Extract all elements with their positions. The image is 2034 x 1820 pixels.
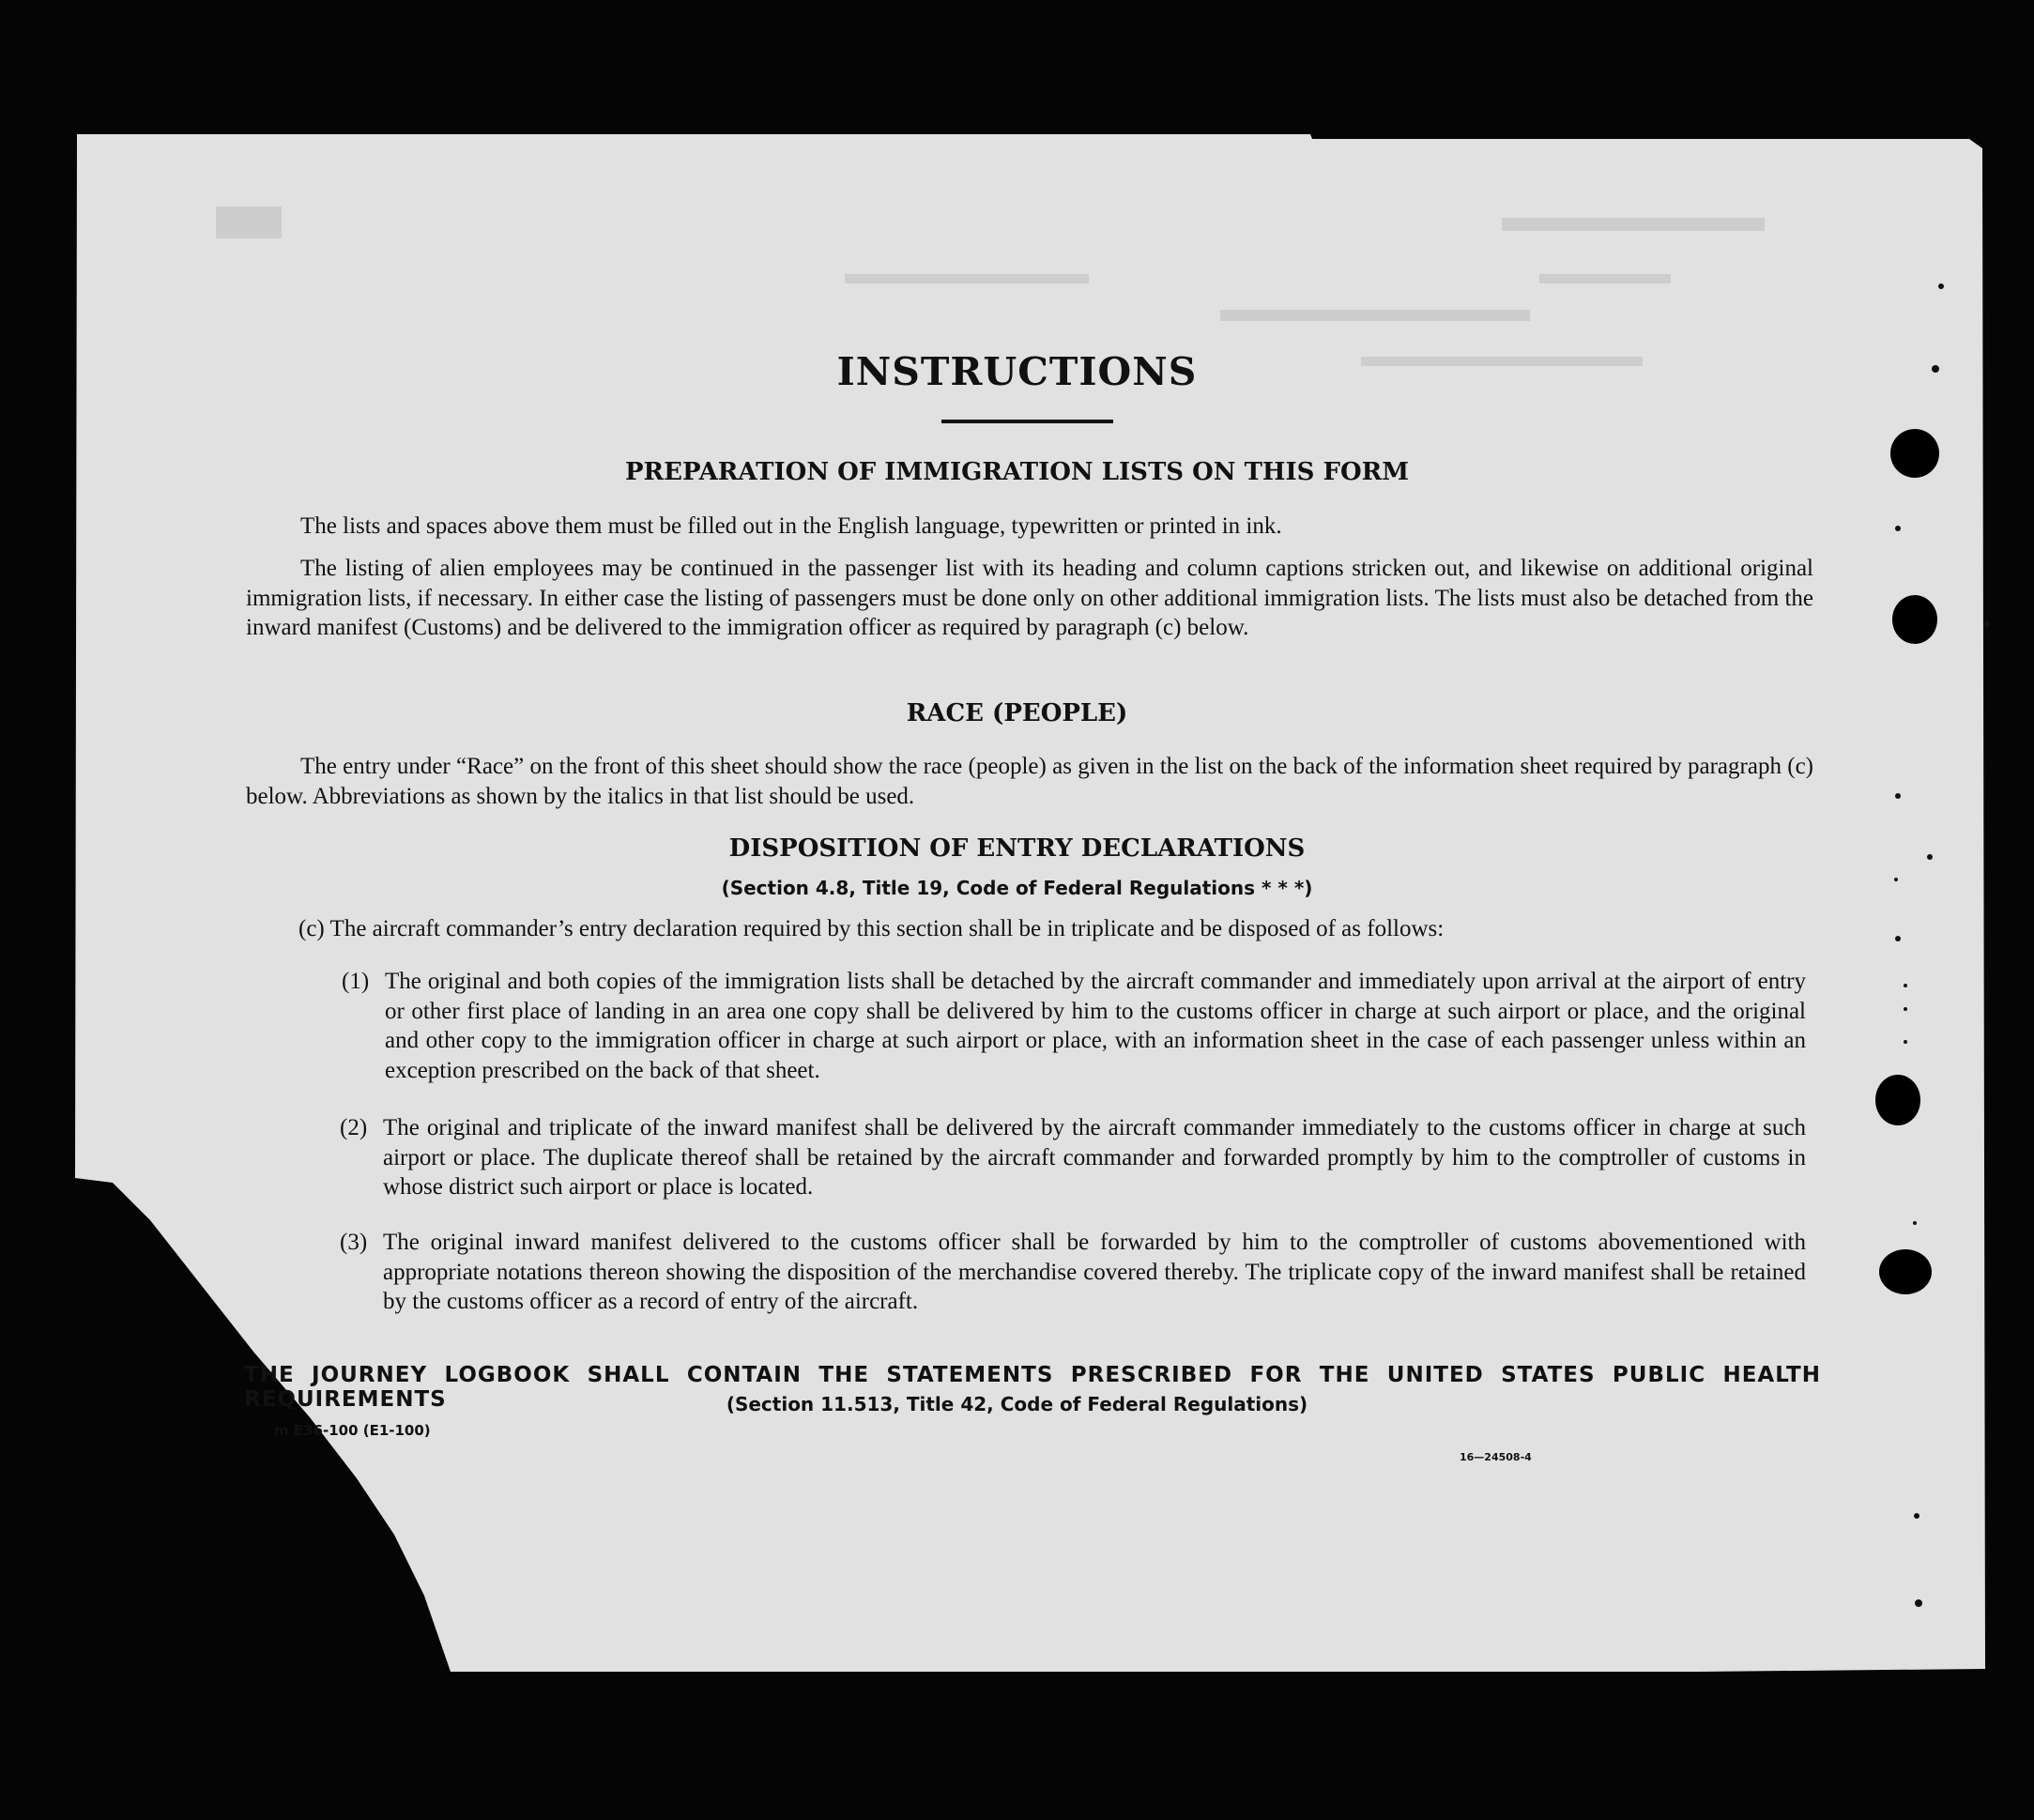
- print-code: 16—24508-4: [1460, 1451, 1532, 1463]
- preparation-heading: PREPARATION OF IMMIGRATION LISTS ON THIS FORM: [625, 458, 1409, 486]
- list-item-text: [383, 1113, 1806, 1202]
- disposition-heading: DISPOSITION OF ENTRY DECLARATIONS: [728, 834, 1306, 863]
- punch-hole: [1875, 1075, 1920, 1125]
- disposition-citation: (Section 4.8, Title 19, Code of Federal Regulations * * *): [721, 877, 1313, 899]
- punch-hole: [1879, 1249, 1932, 1294]
- footer-statement: THE JOURNEY LOGBOOK SHALL CONTAIN THE STATEMENTS PRESCRIBED FOR THE UNITED STATES PUBLIC HEALTH REQUIREMENTS: [244, 1363, 1821, 1412]
- punch-hole: [1892, 595, 1937, 644]
- list-item-1-text: The original and both copies of the immigration lists shall be detached by the aircraft commander and immediately upon arrival at the airport of entry or other first place of landing in an area one copy shall be delivered by him to the customs officer in charge at such airport or place, and the original and other copy to the immigration officer in charge at such airport or place, with an information sheet in the case of each passenger unless within an exception prescribed on the back of that sheet.: [385, 969, 1806, 1083]
- list-item-number: (1): [342, 969, 370, 994]
- footer-citation: (Section 11.513, Title 42, Code of Federal Regulations): [726, 1393, 1308, 1415]
- preparation-paragraph-1: The lists and spaces above them must be filled out in the English language, typewritten or printed in ink.: [300, 513, 1282, 539]
- list-item-3-text: The original inward manifest delivered to the customs officer shall be forwarded by him to the comptroller of customs abovementioned with appropriate notations thereon showing the disposition of the merchandise covered thereby. The triplicate copy of the inward manifest shall be retained by the customs officer as a record of entry of the aircraft.: [383, 1230, 1806, 1314]
- race-paragraph: The entry under “Race” on the front of this sheet should show the race (people) as given in the list on the back of the information sheet required by paragraph (c) below. Abbreviations as shown by the italics in that list should be used.: [246, 754, 1813, 809]
- list-item-text: [385, 967, 1806, 1085]
- title-underline: [941, 420, 1113, 423]
- list-item-2-text: The original and triplicate of the inward manifest shall be delivered by the aircraft commander immediately to the customs officer in charge at such airport or place. The duplicate thereof shall be retained by the aircraft commander and forwarded promptly by him to the comptroller of customs in whose district such airport or place is located.: [383, 1115, 1806, 1200]
- disposition-intro: (c) The aircraft commander’s entry declaration required by this section shall be in triplicate and be disposed of as follows:: [298, 916, 1445, 941]
- form-number: m E36-100 (E1-100): [274, 1422, 431, 1439]
- list-item-number: (3): [340, 1230, 368, 1255]
- list-item-number: (2): [340, 1115, 368, 1140]
- race-heading: RACE (PEOPLE): [906, 699, 1128, 727]
- preparation-paragraph-2: The listing of alien employees may be continued in the passenger list with its heading and column captions stricken out, and likewise on additional original immigration lists, if necessary. In either case the listing of passengers must be done only on other additional immigration lists. The lists must also be detached from the inward manifest (Customs) and be delivered to the immigration officer as required by paragraph (c) below.: [246, 556, 1813, 640]
- list-item-text: [383, 1228, 1806, 1317]
- document-title: INSTRUCTIONS: [836, 349, 1198, 394]
